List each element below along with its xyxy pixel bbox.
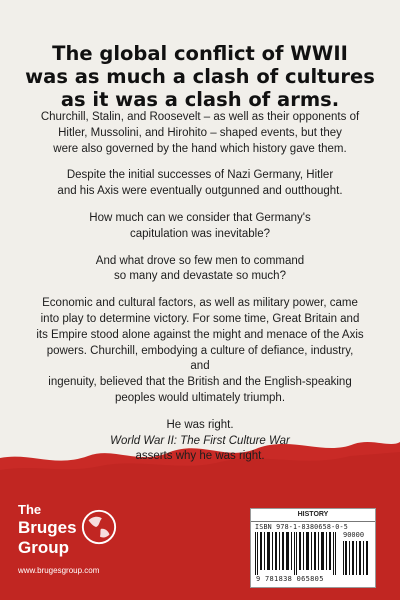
barcode: [255, 532, 339, 575]
category-label: HISTORY: [251, 509, 375, 522]
headline-line-2: was as much a clash of cultures: [25, 65, 375, 88]
barcode-panel: [250, 508, 376, 588]
paragraph-line: capitulation was inevitable?: [129, 227, 270, 240]
paragraph-line: Economic and cultural factors, as well as military power, came: [42, 297, 358, 310]
publisher-website: www.brugesgroup.com: [18, 566, 100, 575]
paragraph-line: its Empire stood alone against the might and menace of the Axis: [36, 328, 364, 341]
isbn-text: ISBN 978-1-8380658-0-5: [255, 523, 348, 531]
paragraph-axis: [36, 168, 364, 200]
addon-barcode: [343, 541, 370, 575]
logo-bruges: Bruges: [18, 518, 77, 537]
paragraph-line: so many and devastate so much?: [114, 270, 286, 283]
globe-icon: [80, 508, 118, 546]
paragraph-economics: [36, 296, 364, 407]
price-addon-number: 90000: [343, 531, 365, 539]
closing-line-3: asserts why he was right.: [135, 450, 265, 463]
closing-paragraph: [36, 418, 364, 465]
paragraph-question-2: [36, 254, 364, 286]
headline-line-1: The global conflict of WWII: [52, 42, 348, 65]
paragraph-question-1: [36, 211, 364, 243]
headline: [20, 42, 380, 111]
blurb: [36, 110, 364, 476]
paragraph-line: Despite the initial successes of Nazi Germany, Hitler: [66, 169, 334, 182]
paragraph-line: And what drove so few men to command: [95, 254, 305, 267]
paragraph-leaders: [36, 110, 364, 157]
headline-line-3: as it was a clash of arms.: [60, 88, 340, 111]
logo-the: The: [18, 502, 42, 517]
paragraph-line: powers. Churchill, embodying a culture of defiance, industry, and: [46, 344, 354, 373]
paragraph-line: How much can we consider that Germany's: [89, 211, 311, 224]
closing-line-1: He was right.: [166, 418, 234, 431]
barcode-number: 9 781838 065805: [256, 575, 324, 583]
paragraph-line: ingenuity, believed that the British and the English-speaking: [48, 376, 352, 389]
paragraph-line: Churchill, Stalin, and Roosevelt – as well as their opponents of: [40, 111, 360, 123]
logo-group: Group: [18, 538, 69, 557]
paragraph-line: were also governed by the hand which history gave them.: [53, 142, 347, 155]
paragraph-line: peoples would ultimately triumph.: [114, 391, 286, 404]
paragraph-line: and his Axis were eventually outgunned and outthought.: [57, 185, 343, 198]
paragraph-line: into play to determine victory. For some time, Great Britain and: [40, 312, 360, 325]
book-title: World War II: The First Culture War: [110, 434, 290, 447]
paragraph-line: Hitler, Mussolini, and Hirohito – shaped events, but they: [58, 126, 342, 139]
